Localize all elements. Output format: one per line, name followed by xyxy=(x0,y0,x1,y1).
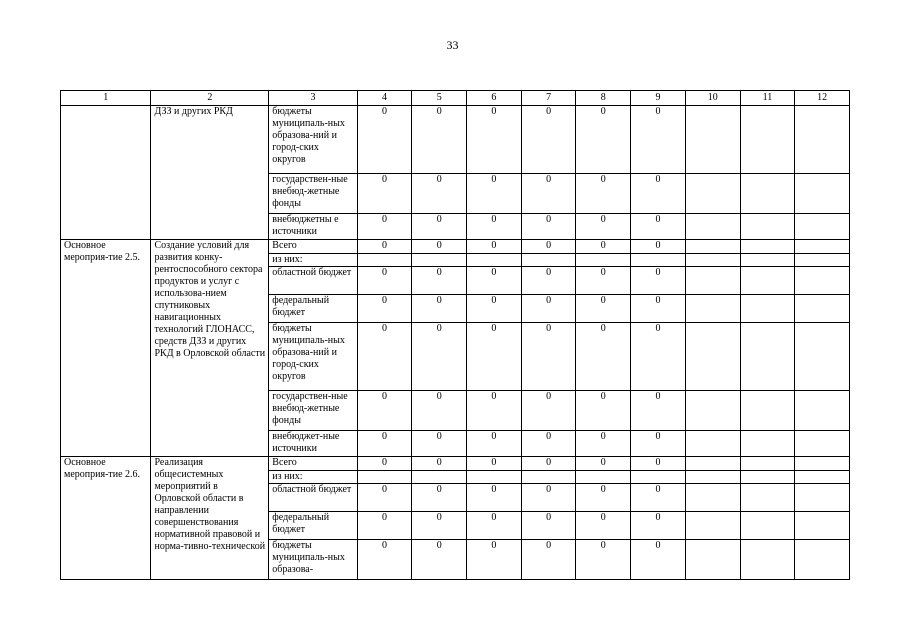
value-cell: 0 xyxy=(631,431,686,457)
table-row xyxy=(61,106,850,174)
empty-cell xyxy=(795,471,850,484)
empty-cell xyxy=(740,214,795,240)
empty-cell xyxy=(740,512,795,540)
empty-cell xyxy=(795,254,850,267)
empty-cell xyxy=(685,323,740,391)
value-cell: 0 xyxy=(576,391,631,431)
empty-cell xyxy=(795,540,850,580)
value-cell: 0 xyxy=(357,295,412,323)
measure-description-cell: Реализация общесистемных мероприятий в Орловской области в направлении совершенствования нормативной правовой и норма-тивно-технической xyxy=(151,457,269,580)
value-cell: 0 xyxy=(357,323,412,391)
value-cell: 0 xyxy=(631,295,686,323)
empty-cell xyxy=(740,240,795,254)
page-number: 33 xyxy=(446,38,459,52)
value-cell: 0 xyxy=(412,457,467,471)
value-cell: 0 xyxy=(412,214,467,240)
column-number-cell: 6 xyxy=(467,91,522,106)
table-row xyxy=(61,240,850,254)
value-cell: 0 xyxy=(412,323,467,391)
value-cell xyxy=(357,471,412,484)
value-cell: 0 xyxy=(467,174,522,214)
value-cell: 0 xyxy=(631,323,686,391)
value-cell: 0 xyxy=(467,457,522,471)
empty-cell xyxy=(795,240,850,254)
empty-cell xyxy=(795,391,850,431)
value-cell: 0 xyxy=(631,391,686,431)
empty-cell xyxy=(795,174,850,214)
value-cell xyxy=(467,471,522,484)
value-cell: 0 xyxy=(357,240,412,254)
empty-cell xyxy=(740,254,795,267)
empty-cell xyxy=(740,540,795,580)
value-cell: 0 xyxy=(412,484,467,512)
empty-cell xyxy=(795,484,850,512)
value-cell: 0 xyxy=(412,295,467,323)
value-cell: 0 xyxy=(631,240,686,254)
value-cell: 0 xyxy=(467,106,522,174)
value-cell: 0 xyxy=(521,540,576,580)
value-cell: 0 xyxy=(467,295,522,323)
empty-cell xyxy=(685,512,740,540)
empty-cell xyxy=(685,540,740,580)
value-cell: 0 xyxy=(412,267,467,295)
empty-cell xyxy=(795,512,850,540)
value-cell: 0 xyxy=(467,214,522,240)
value-cell: 0 xyxy=(576,431,631,457)
value-cell xyxy=(521,471,576,484)
empty-cell xyxy=(740,457,795,471)
empty-cell xyxy=(685,484,740,512)
value-cell xyxy=(357,254,412,267)
empty-cell xyxy=(740,323,795,391)
value-cell: 0 xyxy=(576,174,631,214)
empty-cell xyxy=(740,431,795,457)
empty-cell xyxy=(685,174,740,214)
value-cell: 0 xyxy=(631,457,686,471)
empty-cell xyxy=(685,267,740,295)
empty-cell xyxy=(685,106,740,174)
value-cell: 0 xyxy=(357,174,412,214)
column-number-cell: 5 xyxy=(412,91,467,106)
value-cell xyxy=(576,471,631,484)
value-cell: 0 xyxy=(576,106,631,174)
column-number-cell: 11 xyxy=(740,91,795,106)
empty-cell xyxy=(795,323,850,391)
empty-cell xyxy=(685,254,740,267)
value-cell: 0 xyxy=(467,267,522,295)
funding-source-cell: Всего xyxy=(269,240,357,254)
empty-cell xyxy=(685,391,740,431)
table-row xyxy=(61,457,850,471)
empty-cell xyxy=(685,240,740,254)
funding-source-cell: из них: xyxy=(269,254,357,267)
measure-label-cell xyxy=(61,106,151,240)
value-cell: 0 xyxy=(412,512,467,540)
value-cell xyxy=(412,254,467,267)
column-number-row xyxy=(61,91,850,106)
value-cell: 0 xyxy=(631,484,686,512)
value-cell xyxy=(631,471,686,484)
funding-source-cell: государствен-ные внебюд-жетные фонды xyxy=(269,174,357,214)
value-cell: 0 xyxy=(631,214,686,240)
empty-cell xyxy=(740,471,795,484)
empty-cell xyxy=(740,174,795,214)
empty-cell xyxy=(740,267,795,295)
value-cell: 0 xyxy=(576,267,631,295)
empty-cell xyxy=(740,484,795,512)
value-cell: 0 xyxy=(521,391,576,431)
value-cell: 0 xyxy=(631,106,686,174)
column-number-cell: 10 xyxy=(685,91,740,106)
value-cell: 0 xyxy=(576,214,631,240)
value-cell: 0 xyxy=(576,540,631,580)
value-cell: 0 xyxy=(521,512,576,540)
funding-source-cell: из них: xyxy=(269,471,357,484)
value-cell: 0 xyxy=(521,214,576,240)
value-cell: 0 xyxy=(521,106,576,174)
empty-cell xyxy=(795,457,850,471)
value-cell xyxy=(631,254,686,267)
value-cell xyxy=(576,254,631,267)
funding-source-cell: федеральный бюджет xyxy=(269,512,357,540)
value-cell: 0 xyxy=(521,431,576,457)
funding-source-cell: бюджеты муниципаль-ных образова-ний и город-ских округов xyxy=(269,106,357,174)
value-cell: 0 xyxy=(576,323,631,391)
value-cell: 0 xyxy=(357,484,412,512)
empty-cell xyxy=(685,431,740,457)
value-cell: 0 xyxy=(467,484,522,512)
empty-cell xyxy=(795,267,850,295)
value-cell: 0 xyxy=(467,540,522,580)
value-cell: 0 xyxy=(412,391,467,431)
column-number-cell: 9 xyxy=(631,91,686,106)
value-cell xyxy=(467,254,522,267)
column-number-cell: 12 xyxy=(795,91,850,106)
value-cell xyxy=(521,254,576,267)
funding-source-cell: бюджеты муниципаль-ных образова-ний и город-ских округов xyxy=(269,323,357,391)
column-number-cell: 8 xyxy=(576,91,631,106)
measure-description-cell: Создание условий для развития конку-рентоспособного сектора продуктов и услуг с использова-нием спутниковых навигационных технологий ГЛОНАСС, средств ДЗЗ и других РКД в Орловской области xyxy=(151,240,269,457)
column-number-cell: 1 xyxy=(61,91,151,106)
value-cell: 0 xyxy=(576,512,631,540)
funding-source-cell: федеральный бюджет xyxy=(269,295,357,323)
value-cell: 0 xyxy=(521,457,576,471)
funding-source-cell: государствен-ные внебюд-жетные фонды xyxy=(269,391,357,431)
value-cell: 0 xyxy=(467,391,522,431)
value-cell: 0 xyxy=(357,391,412,431)
value-cell: 0 xyxy=(631,267,686,295)
table-body xyxy=(61,91,850,580)
value-cell: 0 xyxy=(357,267,412,295)
value-cell: 0 xyxy=(576,484,631,512)
funding-source-cell: внебюджет-ные источники xyxy=(269,431,357,457)
value-cell: 0 xyxy=(521,484,576,512)
value-cell: 0 xyxy=(357,214,412,240)
value-cell: 0 xyxy=(412,174,467,214)
value-cell: 0 xyxy=(412,540,467,580)
column-number-cell: 4 xyxy=(357,91,412,106)
column-number-cell: 7 xyxy=(521,91,576,106)
empty-cell xyxy=(795,106,850,174)
column-number-cell: 2 xyxy=(151,91,269,106)
empty-cell xyxy=(795,295,850,323)
empty-cell xyxy=(740,106,795,174)
empty-cell xyxy=(685,471,740,484)
measure-label-cell: Основное мероприя-тие 2.5. xyxy=(61,240,151,457)
value-cell: 0 xyxy=(631,512,686,540)
value-cell: 0 xyxy=(357,512,412,540)
funding-source-cell: областной бюджет xyxy=(269,484,357,512)
value-cell: 0 xyxy=(357,106,412,174)
funding-source-cell: Всего xyxy=(269,457,357,471)
value-cell: 0 xyxy=(521,323,576,391)
value-cell: 0 xyxy=(631,540,686,580)
value-cell: 0 xyxy=(521,295,576,323)
value-cell: 0 xyxy=(357,431,412,457)
value-cell: 0 xyxy=(357,457,412,471)
empty-cell xyxy=(795,214,850,240)
empty-cell xyxy=(685,457,740,471)
empty-cell xyxy=(740,295,795,323)
value-cell: 0 xyxy=(467,512,522,540)
funding-source-cell: внебюджетны е источники xyxy=(269,214,357,240)
value-cell: 0 xyxy=(521,267,576,295)
measure-label-cell: Основное мероприя-тие 2.6. xyxy=(61,457,151,580)
value-cell: 0 xyxy=(412,106,467,174)
value-cell: 0 xyxy=(576,457,631,471)
value-cell: 0 xyxy=(467,323,522,391)
value-cell: 0 xyxy=(521,174,576,214)
empty-cell xyxy=(685,295,740,323)
column-number-cell: 3 xyxy=(269,91,357,106)
value-cell xyxy=(412,471,467,484)
empty-cell xyxy=(685,214,740,240)
value-cell: 0 xyxy=(631,174,686,214)
value-cell: 0 xyxy=(576,295,631,323)
funding-source-cell: бюджеты муниципаль-ных образова- xyxy=(269,540,357,580)
value-cell: 0 xyxy=(357,540,412,580)
value-cell: 0 xyxy=(412,431,467,457)
value-cell: 0 xyxy=(576,240,631,254)
measure-description-cell: ДЗЗ и других РКД xyxy=(151,106,269,240)
funding-source-cell: областной бюджет xyxy=(269,267,357,295)
value-cell: 0 xyxy=(467,431,522,457)
value-cell: 0 xyxy=(412,240,467,254)
funding-table xyxy=(60,90,850,580)
empty-cell xyxy=(795,431,850,457)
value-cell: 0 xyxy=(521,240,576,254)
value-cell: 0 xyxy=(467,240,522,254)
empty-cell xyxy=(740,391,795,431)
